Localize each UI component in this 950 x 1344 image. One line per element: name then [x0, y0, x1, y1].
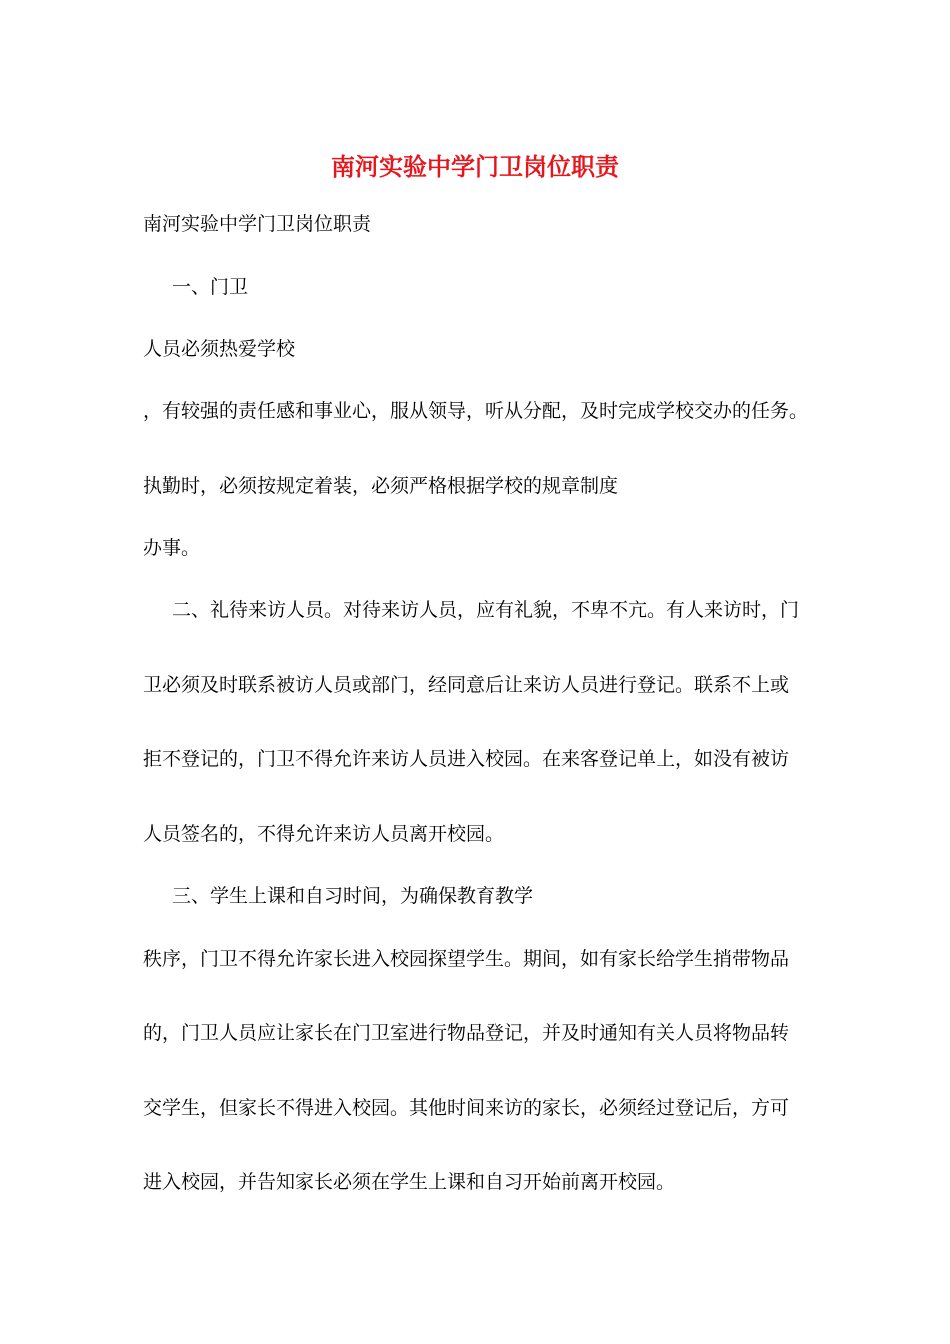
section-2-line: 人员签名的，不得允许来访人员离开校园。 — [143, 823, 505, 845]
section-heading-1: 一、门卫 — [172, 276, 249, 298]
section-3-line: 的，门卫人员应让家长在门卫室进行物品登记，并及时通知有关人员将物品转 — [143, 1022, 790, 1044]
section-2-line: 卫必须及时联系被访人员或部门，经同意后让来访人员进行登记。联系不上或 — [143, 674, 790, 696]
body-line: 执勤时，必须按规定着装，必须严格根据学校的规章制度 — [143, 475, 619, 497]
body-line: ，有较强的责任感和事业心，服从领导，听从分配，及时完成学校交办的任务。 — [143, 400, 809, 422]
body-line: 人员必须热爱学校 — [143, 338, 296, 360]
section-3-line: 秩序，门卫不得允许家长进入校园探望学生。期间，如有家长给学生捎带物品 — [143, 948, 790, 970]
section-2-line: 二、礼待来访人员。对待来访人员，应有礼貌，不卑不亢。有人来访时，门 — [172, 599, 800, 621]
document-subtitle: 南河实验中学门卫岗位职责 — [143, 213, 372, 235]
document-title: 南河实验中学门卫岗位职责 — [331, 152, 619, 181]
section-3-line: 三、学生上课和自习时间，为确保教育教学 — [172, 885, 534, 907]
section-3-line: 交学生，但家长不得进入校园。其他时间来访的家长，必须经过登记后，方可 — [143, 1097, 790, 1119]
section-3-line: 进入校园，并告知家长必须在学生上课和自习开始前离开校园。 — [143, 1171, 676, 1193]
body-line: 办事。 — [143, 537, 201, 559]
section-2-line: 拒不登记的，门卫不得允许来访人员进入校园。在来客登记单上，如没有被访 — [143, 748, 790, 770]
